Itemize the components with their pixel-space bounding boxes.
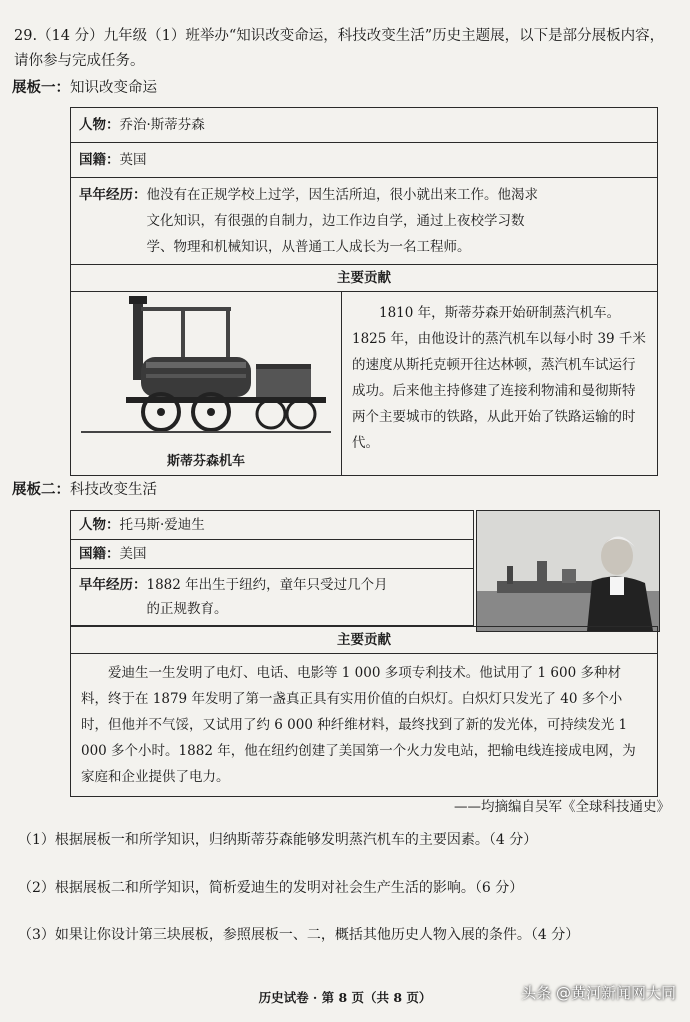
board2-title-label: 展板二：: [12, 481, 70, 498]
sub-question-1: （1）根据展板一和所学知识，归纳斯蒂芬森能够发明蒸汽机车的主要因素。（4 分）: [18, 832, 538, 848]
source-citation: ——均摘编自吴军《全球科技通史》: [454, 799, 670, 815]
watermark: 头条 @黄河新闻网大同: [521, 984, 676, 1002]
board1-person-label: 人物：: [79, 117, 120, 133]
board2-contrib-text: 爱迪生一生发明了电灯、电话、电影等 1 000 多项专利技术。他试用了 1 600 多种材料，终于在 1879 年发明了第一盏真正具有实用价值的白炽灯。白炽灯只发光了 40 多个小时，但他并不气馁，又试用了约 6 000 种纤维材料，最终找到了新的发光体，可持续发光 1 000 多个小时。1882 年，他在纽约创建了美国第一个火力发电站，把输电线连接成电网，为家庭和企业提供了电力。: [81, 665, 636, 785]
board2-early-row: [71, 569, 474, 626]
board2-nationality: 美国: [119, 546, 147, 562]
page-footer: 历史试卷 · 第 8 页（共 8 页）: [258, 990, 432, 1005]
sub-question-3: （3）如果让你设计第三块展板，参照展板一、二，概括其他历史人物入展的条件。（4 分）: [18, 927, 580, 943]
board2-nationality-row: [71, 540, 474, 569]
board2-subtitle: 科技改变生活: [70, 482, 157, 498]
board2-contrib-cell: [71, 654, 658, 797]
board1-contrib-cell: [342, 292, 658, 476]
board2-nationality-label: 国籍：: [79, 546, 120, 562]
board1-early-line2: 文化知识，有很强的自制力，边工作边自学，通过上夜校学习数: [146, 213, 525, 229]
question-intro: 29.（14 分）九年级（1）班举办“知识改变命运，科技改变生活”历史主题展，以下是部分展板内容，请你参与完成任务。: [14, 28, 665, 69]
board1-early-row: [71, 178, 658, 265]
board1-table: [70, 107, 658, 476]
board1-subtitle: 知识改变命运: [70, 80, 157, 96]
board2-contrib-table: [70, 626, 658, 797]
board2-person: 托马斯·爱迪生: [119, 517, 205, 533]
board2-early-line1: 1882 年出生于纽约，童年只受过几个月: [146, 577, 388, 593]
board1-contrib-label: 主要贡献: [71, 265, 658, 292]
board2-person-row: [71, 511, 474, 540]
board2-info-table: [70, 510, 474, 626]
board1-nationality-label: 国籍：: [79, 152, 120, 168]
locomotive-image: [71, 292, 341, 442]
board1-nationality-row: [71, 143, 658, 178]
board1-nationality: 英国: [119, 152, 147, 168]
sub-question-2: （2）根据展板二和所学知识，简析爱迪生的发明对社会生产生活的影响。（6 分）: [18, 880, 524, 896]
board1-image-cell: [71, 292, 342, 476]
board2-early-line2: 的正规教育。: [146, 601, 228, 617]
board1-early-line1: 他没有在正规学校上过学，因生活所迫，很小就出来工作。他渴求: [146, 187, 538, 203]
board1-person: 乔治·斯蒂芬森: [119, 117, 205, 133]
board1-title: [12, 76, 157, 97]
board1-image-caption: 斯蒂芬森机车: [166, 454, 245, 469]
edison-photo: [476, 510, 660, 632]
board1-person-row: [71, 108, 658, 143]
board2-contrib-label: 主要贡献: [71, 627, 658, 654]
board2-title: [12, 478, 157, 499]
board1-title-label: 展板一：: [12, 79, 70, 96]
board2-person-label: 人物：: [79, 517, 120, 533]
board1-early-label: 早年经历：: [79, 187, 147, 203]
board1-contrib-text: 1810 年，斯蒂芬森开始研制蒸汽机车。1825 年，由他设计的蒸汽机车以每小时 39 千米的速度从斯托克顿开往达林顿，蒸汽机车试运行成功。后来他主持修建了连接利物浦和曼彻斯特两个主要城市的铁路，从此开始了铁路运输的时代。: [352, 305, 646, 451]
board2-early-label: 早年经历：: [79, 577, 147, 593]
board1-early-line3: 学、物理和机械知识，从普通工人成长为一名工程师。: [146, 239, 471, 255]
